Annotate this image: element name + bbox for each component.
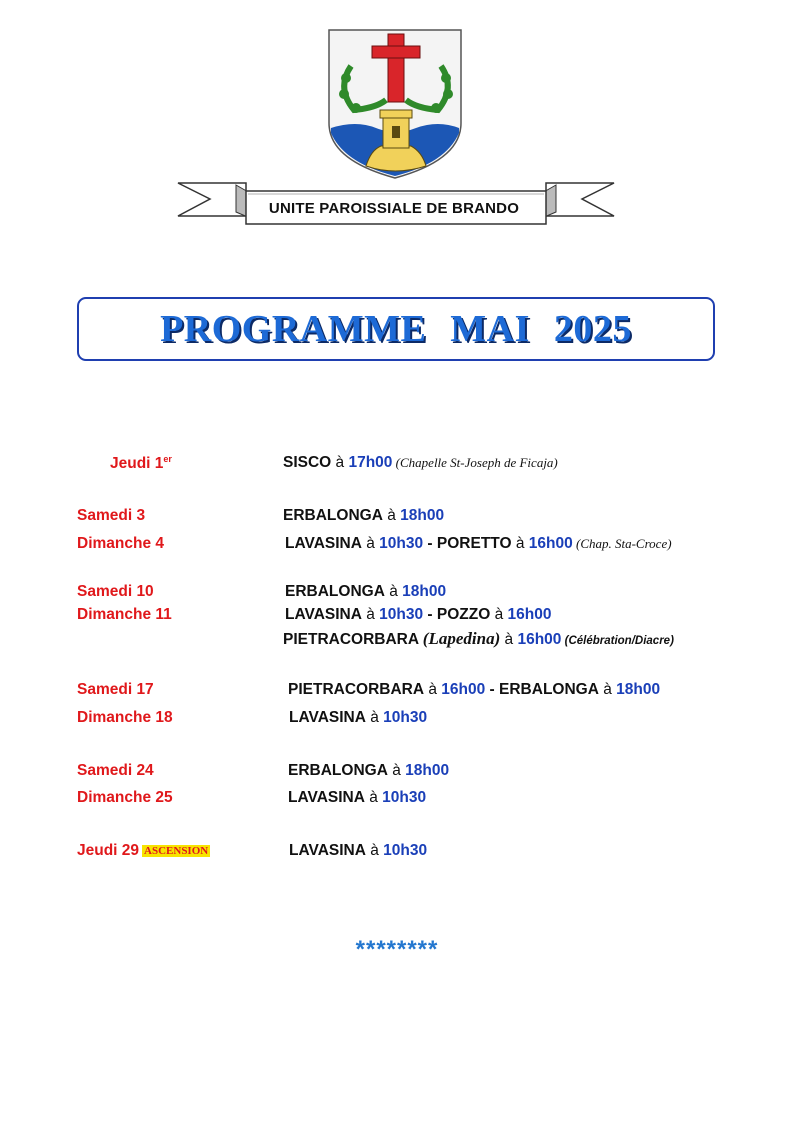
mass-time: 16h00 [528,535,573,552]
location-name: ERBALONGA [288,762,388,779]
schedule-info [285,535,672,553]
schedule-info [289,842,427,860]
schedule-day [77,681,154,699]
location-name: LAVASINA [285,606,362,623]
mass-time: 16h00 [441,681,486,698]
schedule-info [288,681,660,699]
location-name: PIETRACORBARA [283,631,423,648]
schedule-day [77,606,172,624]
parish-banner-text: UNITE PAROISSIALE DE BRANDO [268,200,520,217]
shield [329,30,461,178]
schedule-text: à [511,535,529,552]
location-name: PIETRACORBARA [288,681,425,698]
day-label: Jeudi 1 [110,455,164,472]
day-label: Jeudi 29 [77,842,140,859]
ascension-badge: ASCENSION [144,845,209,857]
schedule-info [283,454,558,472]
schedule-text: à [500,631,518,648]
schedule-text: à [331,454,349,471]
schedule-text: à [365,709,384,726]
location-name: LAVASINA [288,789,365,806]
day-label: Samedi 10 [77,583,154,600]
schedule-text: à [365,842,384,859]
day-label: Samedi 17 [77,681,154,698]
day-superscript: er [163,454,172,464]
location-name: ERBALONGA [283,507,383,524]
schedule-info [285,583,446,601]
mass-time: 16h00 [517,631,562,648]
location-name: - PORETTO [423,535,512,552]
day-label: Dimanche 11 [77,606,172,623]
schedule-info [285,606,551,624]
schedule-day [77,762,154,780]
schedule-day [110,454,172,473]
mass-time: 10h30 [382,789,427,806]
location-name: - POZZO [423,606,491,623]
day-label: Samedi 24 [77,762,154,779]
schedule-day [77,583,154,601]
schedule-day [77,789,173,807]
mass-time: 18h00 [400,507,445,524]
location-name: - ERBALONGA [485,681,599,698]
schedule-day [77,535,164,553]
schedule-info [288,762,449,780]
mass-time: 18h00 [405,762,450,779]
day-label: Dimanche 25 [77,789,173,806]
schedule-day [77,842,210,860]
mass-time: 10h30 [383,709,428,726]
schedule-day [77,507,145,525]
day-label: Dimanche 18 [77,709,173,726]
page-title: PROGRAMME MAI 2025 [160,308,632,350]
schedule-day [77,709,173,727]
schedule-text: (Chap. Sta-Croce) [572,536,672,551]
mass-time: 18h00 [402,583,447,600]
schedule-text: (Célébration/Diacre) [561,635,674,647]
schedule-text: à [424,681,442,698]
schedule-info [283,507,444,525]
schedule-text: à [598,681,617,698]
schedule-info [288,789,426,807]
schedule-text: à [382,507,401,524]
location-name: SISCO [283,454,332,471]
schedule-text: à [387,762,406,779]
footer-stars: ******** [355,936,439,963]
day-label: Dimanche 4 [77,535,165,552]
location-name: LAVASINA [289,842,366,859]
mass-time: 16h00 [507,606,552,623]
mass-time: 10h30 [379,535,424,552]
mass-time: 18h00 [616,681,661,698]
location-name: ERBALONGA [285,583,385,600]
schedule-text: à [361,535,380,552]
location-name: LAVASINA [285,535,362,552]
title-box [77,297,715,361]
schedule-text: à [364,789,383,806]
mass-time: 10h30 [383,842,428,859]
day-label: Samedi 3 [77,507,146,524]
schedule-info [283,629,674,649]
mass-time: 10h30 [379,606,424,623]
schedule-text: à [384,583,403,600]
location-name: LAVASINA [289,709,366,726]
schedule-text: à [490,606,508,623]
schedule-text: à [361,606,380,623]
schedule-text: (Lapedina) [422,629,501,648]
schedule-text: (Chapelle St-Joseph de Ficaja) [392,455,558,470]
schedule-info [289,709,427,727]
mass-time: 17h00 [348,454,393,471]
